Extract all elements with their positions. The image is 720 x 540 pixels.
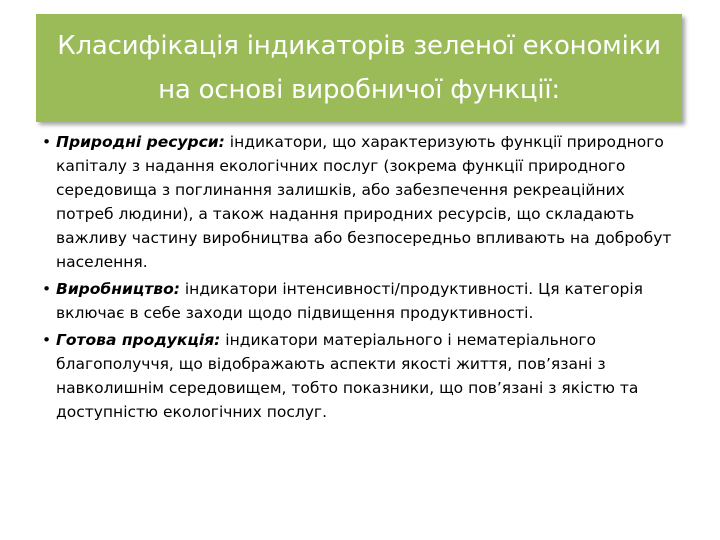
item-term: Виробництво: xyxy=(56,280,180,298)
slide-content xyxy=(42,130,682,427)
item-term: Готова продукція: xyxy=(56,331,221,349)
list-item xyxy=(42,277,682,325)
bullet-list xyxy=(42,130,682,424)
item-text: індикатори інтенсивності/продуктивності. Ця категорія включає в себе заходи щодо підвищення продуктивності. xyxy=(56,280,643,322)
list-item xyxy=(42,328,682,424)
bullet-icon: • xyxy=(42,280,52,298)
item-text: індикатори, що характеризують функції природного капіталу з надання екологічних послуг (зокрема функції природного середовища з поглинання залишків, або забезпечення рекреаційних потреб людини), а також надання природних ресурсів, що складають важливу частину виробництва або безпосередньо впливають на добробут населення. xyxy=(56,133,672,271)
slide-title: Класифікація індикаторів зеленої економіки на основі виробничої функції: xyxy=(57,31,661,105)
item-term: Природні ресурси: xyxy=(56,133,225,151)
bullet-icon: • xyxy=(42,331,52,349)
slide-title-banner xyxy=(36,14,682,122)
bullet-icon: • xyxy=(42,133,52,151)
item-text: індикатори матеріального і нематеріального благополуччя, що відображають аспекти якості життя, пов’язані з навколишнім середовищем, тобто показники, що пов’язані з якістю та доступністю екологічних послуг. xyxy=(56,331,639,421)
list-item xyxy=(42,130,682,274)
